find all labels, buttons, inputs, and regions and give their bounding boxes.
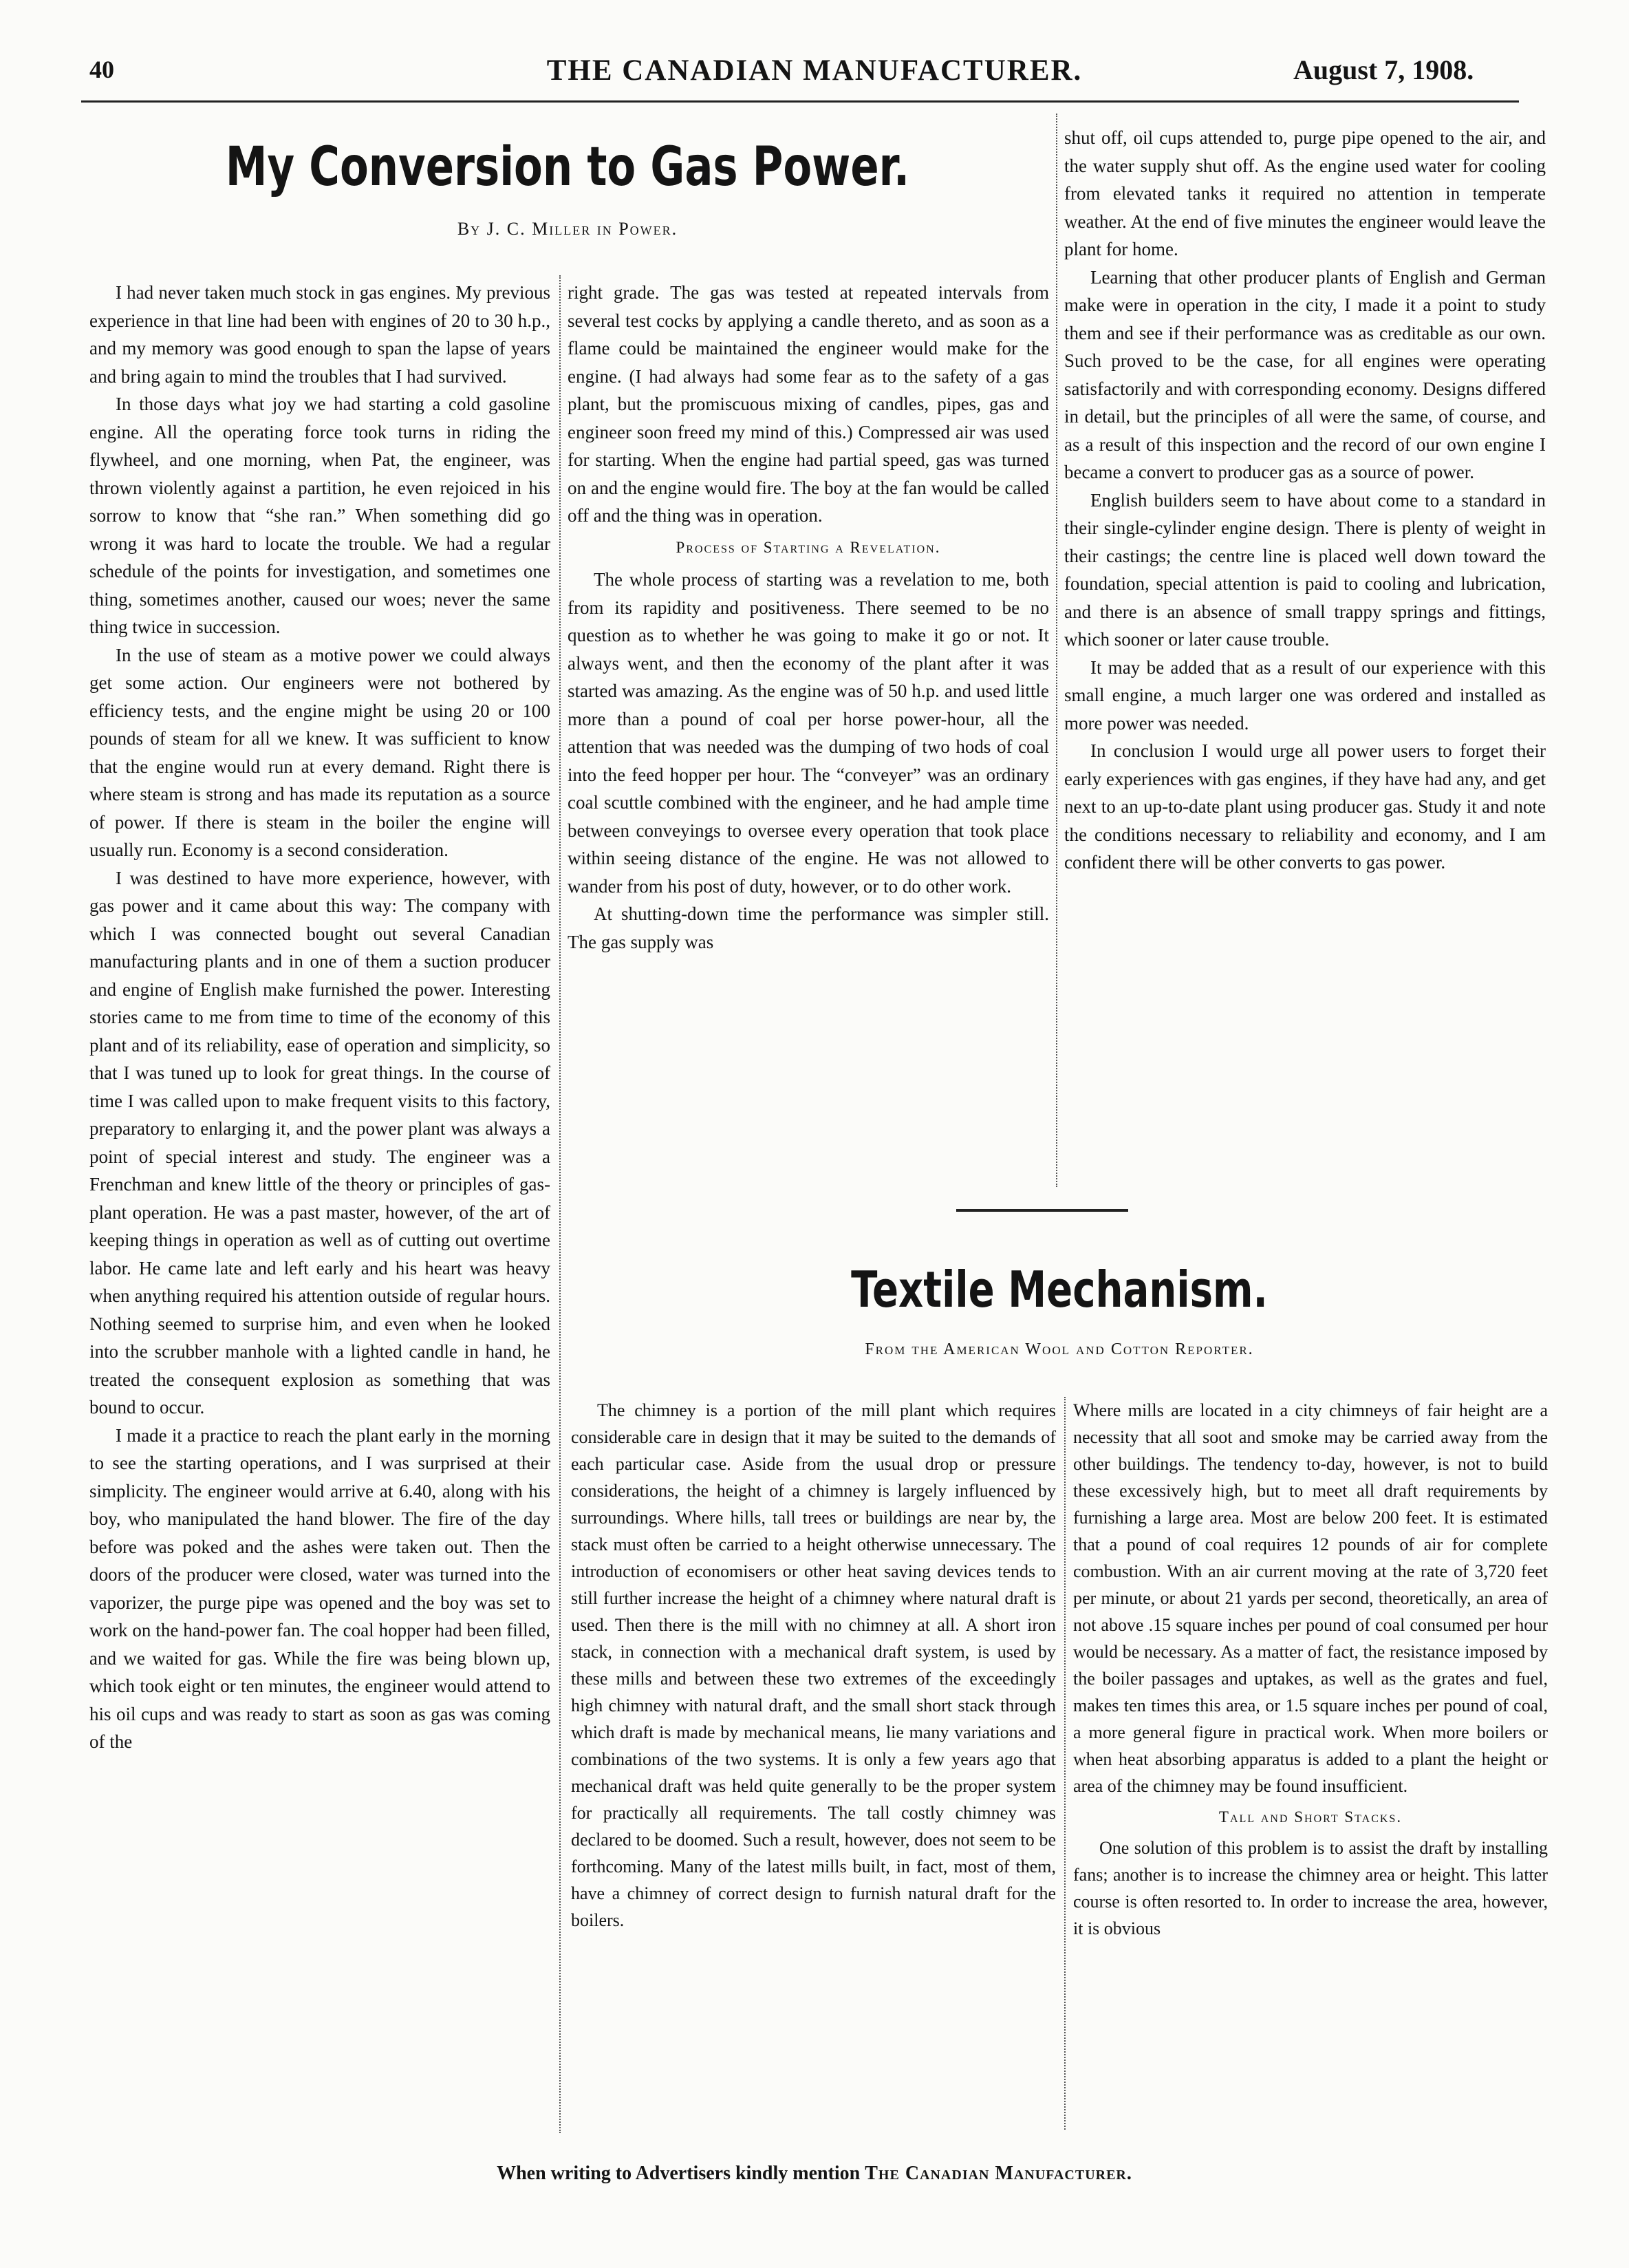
article-title-gas-power: My Conversion to Gas Power. xyxy=(225,136,910,198)
paragraph: right grade. The gas was tested at repeated intervals from several test cocks by applying a candle thereto, and as soon as a flame could be maintained the engineer would make for the engine. (I had always had some fear as to the safety of a gas plant, but the promiscuous mixing of candles, pipes, gas and engineer soon freed my mind of this.) Compressed air was used for starting. When the engine had partial speed, gas was turned on and the engine would fire. The boy at the fan would be called off and the thing was in operation. xyxy=(568,282,1049,526)
paragraph: At shutting-down time the performance was simpler still. The gas supply was xyxy=(568,903,1049,952)
column-rule xyxy=(1064,1397,1066,2130)
article1-column-1 xyxy=(89,279,550,1756)
article2-column-2 xyxy=(1073,1397,1548,1942)
paragraph: Where mills are located in a city chimneys of fair height are a necessity that all soot and smoke may be carried away from the other buildings. The tendency to-day, however, is not to build these excessively high, but to meet all draft requirements by furnishing a large area. Most are below 200 feet. It is estimated that a pound of coal requires 12 pounds of air for complete combustion. With an air current moving at the rate of 3,720 feet per minute, or about 21 yards per second, theoretically, an area of not above .15 square inches per pound of coal consumed per hour would be necessary. As a matter of fact, the resistance imposed by the boiler passages and uptakes, as well as the grates and fuel, makes ten times this area, or 1.5 square inches per pound of coal, a more general figure in practical work. When more boilers or when heat absorbing apparatus is added to a plant the height or area of the chimney may be found insufficient. xyxy=(1073,1400,1548,1796)
paragraph: I made it a practice to reach the plant early in the morning to see the starting operations, and I was surprised at their simplicity. The engineer would arrive at 6.40, along with his boy, who manipulated the hand blower. The fire of the day before was poked and the ashes were taken out. Then the doors of the producer were closed, water was turned into the vaporizer, the purge pipe was opened and the boy was set to work on the hand-power fan. The coal hopper had been filled, and we waited for gas. While the fire was being blown up, which took eight or ten minutes, the engineer would attend to his oil cups and was ready to start as soon as gas was coming of the xyxy=(89,1424,550,1752)
article-byline-gas-power: By J. C. Miller in Power. xyxy=(457,219,678,239)
paragraph: shut off, oil cups attended to, purge pipe opened to the air, and the water supply shut off. As the engine used water for cooling from elevated tanks it required no attention in temperate weather. At the end of five minutes the engineer would leave the plant for home. xyxy=(1064,127,1546,259)
paragraph: In conclusion I would urge all power users to forget their early experiences with gas engines, if they have had any, and get next to an up-to-date plant using producer gas. Study it and note the conditions necessary to reliability and economy, and I am confident there will be other converts to gas power. xyxy=(1064,740,1546,873)
article-title-textile-mechanism: Textile Mechanism. xyxy=(851,1261,1268,1318)
article-byline-textile-mechanism: From the American Wool and Cotton Reporter. xyxy=(865,1340,1254,1358)
paragraph: It may be added that as a result of our experience with this small engine, a much larger one was ordered and installed as more power was needed. xyxy=(1064,656,1546,734)
paragraph: The chimney is a portion of the mill plant which requires considerable care in design that it may be suited to the demands of each particular case. Aside from the usual drop or pressure considerations, the height of a chimney is largely influenced by surroundings. Where hills, tall trees or buildings are near by, the stack must often be carried to a height otherwise unnecessary. The introduction of economisers or other heat saving devices tends to still further increase the height of a chimney where natural draft is used. Then there is the mill with no chimney at all. A short iron stack, in connection with a mechanical draft system, is used by these mills and between these two extremes of the exceedingly high chimney with natural draft, and the small short stack through which draft is made by mechanical means, lie many variations and combinations of the two systems. It is only a few years ago that mechanical draft was held quite generally to be the proper system for practically all requirements. The tall costly chimney was declared to be doomed. Such a result, however, does not seem to be forthcoming. Many of the latest mills built, in fact, most of them, have a chimney of correct design to furnish natural draft for the boilers. xyxy=(571,1400,1056,1930)
paragraph: In those days what joy we had starting a cold gasoline engine. All the operating force took turns in riding the flywheel, and one morning, when Pat, the engineer, was thrown violently against a partition, he even rejoiced in his sorrow to know that “she ran.” When something did go wrong it was hard to locate the trouble. We had a regular schedule of the points for investigation, and sometimes one thing, sometimes another, caused our woes; never the same thing twice in succession. xyxy=(89,394,550,637)
paragraph: In the use of steam as a motive power we could always get some action. Our engineers were not bothered by efficiency tests, and the engine might be using 20 or 100 pounds of steam for all we knew. It was sufficient to know that the engine would run at every demand. Right there is where steam is strong and has made its reputation as a source of power. If there is steam in the boiler the engine will usually run. Economy is a second consideration. xyxy=(89,644,550,860)
article-divider xyxy=(956,1209,1128,1212)
header-rule xyxy=(81,100,1519,103)
publication-masthead: THE CANADIAN MANUFACTURER. xyxy=(546,54,1083,87)
footer-publication-name: The Canadian Manufacturer. xyxy=(865,2163,1132,2184)
article1-column-3 xyxy=(1064,124,1546,877)
column-rule xyxy=(559,275,561,2133)
paragraph: One solution of this problem is to assist the draft by installing fans; another is to increase the chimney area or height. This latter course is often resorted to. In order to increase the area, however, it is obvious xyxy=(1073,1838,1548,1938)
issue-date: August 7, 1908. xyxy=(1293,54,1474,85)
paragraph: I had never taken much stock in gas engines. My previous experience in that line had been with engines of 20 to 30 h.p., and my memory was good enough to span the lapse of years and bring again to mind the troubles that I had survived. xyxy=(89,282,550,387)
footer-text: When writing to Advertisers kindly mention xyxy=(497,2163,865,2184)
section-subhead: Process of Starting a Revelation. xyxy=(676,538,941,556)
paragraph: English builders seem to have about come to a standard in their single-cylinder engine design. There is plenty of weight in their castings; the centre line is placed well down toward the foundation, special attention is paid to cooling and lubrication, and there is an absence of small trappy springs and fittings, which sooner or later cause trouble. xyxy=(1064,489,1546,650)
article2-column-1 xyxy=(571,1397,1056,1934)
article1-column-2 xyxy=(568,279,1049,956)
paragraph: Learning that other producer plants of English and German make were in operation in the city, I made it a point to study them and see if their performance was as creditable as our own. Such proved to be the case, for all engines were operating satisfactorily and with corresponding economy. Designs differed in detail, but the principles of all were the same, of course, and as a result of this inspection and the record of our own engine I became a convert to producer gas as a source of power. xyxy=(1064,266,1546,482)
column-rule xyxy=(1056,114,1057,1187)
page-number: 40 xyxy=(89,56,114,83)
paragraph: The whole process of starting was a revelation to me, both from its rapidity and positiveness. There seemed to be no question as to whether he was going to make it go or not. It always went, and then the economy of the plant after it was started was amazing. As the engine was of 50 h.p. and used little more than a pound of coal per horse power-hour, all the attention that was needed was the dumping of two hods of coal into the feed hopper per hour. The “conveyer” was an ordinary coal scuttle combined with the engineer, and he had ample time between conveyings to oversee every operation that took place within seeing distance of the engine. He was not allowed to wander from his post of duty, however, or to do other work. xyxy=(568,569,1049,897)
paragraph: I was destined to have more experience, however, with gas power and it came about this way: The company with which I was connected bought out several Canadian manufacturing plants and in one of them a suction producer and engine of English make furnished the power. Interesting stories came to me from time to time of the economy of this plant and of its reliability, ease of operation and simplicity, so that I was tuned up to look for great things. In the course of time I was called upon to make frequent visits to this factory, preparatory to enlarging it, and the power plant was always a point of special interest and study. The engineer was a Frenchman and knew little of the theory or principles of gas-plant operation. He was a past master, however, of the art of keeping things in operation as well as of cutting out overtime labor. He came late and left early and his heart was heavy when anything required his attention outside of regular hours. Nothing seemed to surprise him, and even when he looked into the scrubber manhole with a lighted candle in hand, he treated the consequent explosion as something that was bound to occur. xyxy=(89,867,550,1418)
footer-advertiser-note xyxy=(0,2163,1629,2185)
section-subhead: Tall and Short Stacks. xyxy=(1218,1808,1403,1826)
